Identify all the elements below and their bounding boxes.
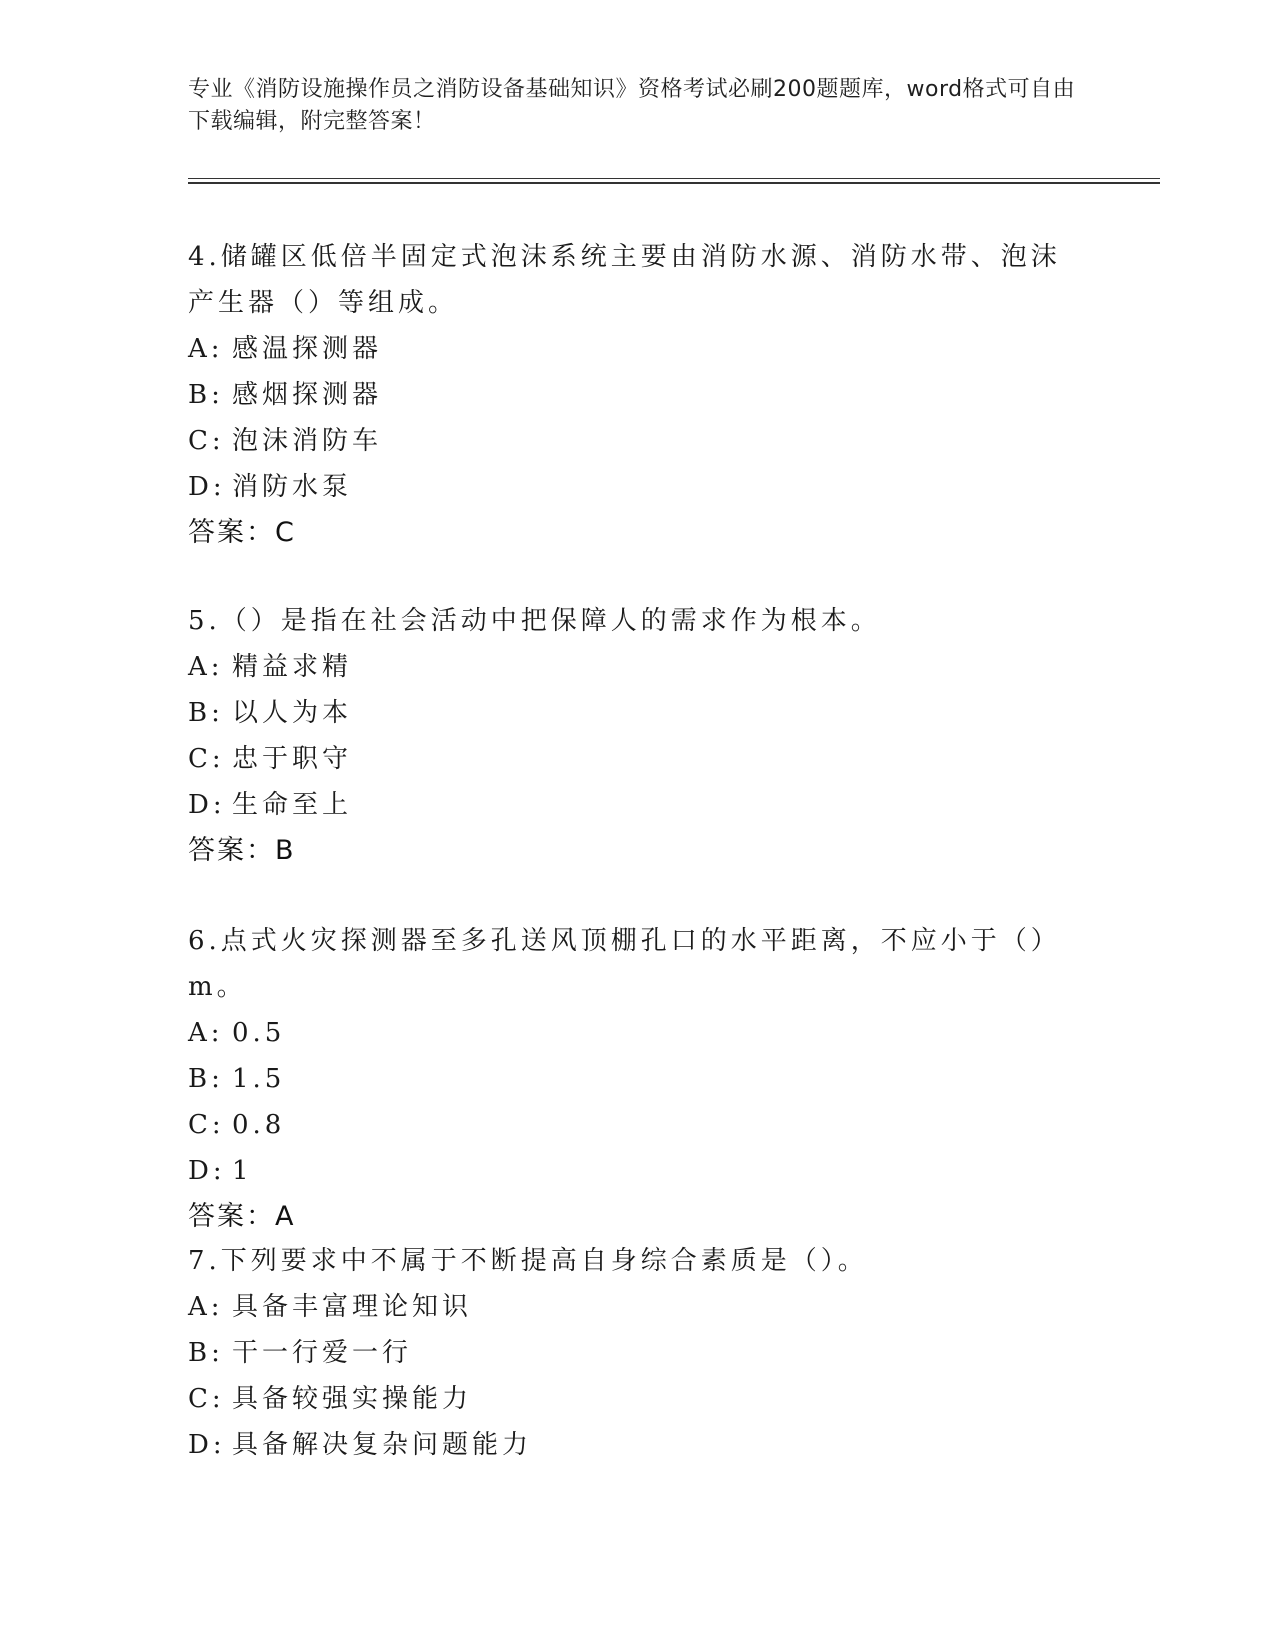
option-b — [188, 1056, 1088, 1102]
option-b — [188, 1330, 1088, 1376]
option-label: D: — [188, 790, 226, 820]
option-text: 具备丰富理论知识 — [232, 1292, 473, 1322]
question-stem: 6.点式火灾探测器至多孔送风顶棚孔口的水平距离，不应小于（）m。 — [188, 926, 1061, 1002]
header-divider-bottom — [188, 182, 1160, 184]
option-label: B: — [188, 380, 224, 410]
option-c — [188, 418, 1088, 464]
question-stem: 7.下列要求中不属于不断提高自身综合素质是（）。 — [188, 1246, 868, 1276]
option-b — [188, 372, 1088, 418]
option-label: C: — [188, 426, 225, 456]
option-label: B: — [188, 1338, 224, 1368]
option-label: B: — [188, 1064, 224, 1094]
option-d — [188, 464, 1088, 510]
option-label: C: — [188, 1384, 225, 1414]
option-text: 消防水泵 — [232, 472, 353, 502]
option-label: A: — [188, 1018, 224, 1048]
option-c — [188, 736, 1088, 782]
option-a — [188, 1284, 1088, 1330]
header-divider-top — [188, 178, 1160, 179]
option-d — [188, 1148, 1088, 1194]
answer-line: 答案：B — [188, 835, 296, 866]
question-stem: 4.储罐区低倍半固定式泡沫系统主要由消防水源、消防水带、泡沫产生器（）等组成。 — [188, 242, 1061, 318]
question-5 — [188, 598, 1088, 874]
option-text: 干一行爱一行 — [232, 1338, 413, 1368]
document-header: 专业《消防设施操作员之消防设备基础知识》资格考试必刷200题题库，word格式可自由下载编辑，附完整答案！ — [188, 77, 1076, 134]
option-label: B: — [188, 698, 224, 728]
question-stem: 5.（）是指在社会活动中把保障人的需求作为根本。 — [188, 606, 881, 636]
option-label: C: — [188, 744, 225, 774]
option-label: D: — [188, 1430, 226, 1460]
question-7 — [188, 1238, 1088, 1468]
option-text: 感烟探测器 — [232, 380, 383, 410]
option-d — [188, 1422, 1088, 1468]
answer-line: 答案：A — [188, 1201, 296, 1232]
option-text: 0.8 — [232, 1110, 286, 1140]
option-label: A: — [188, 652, 224, 682]
option-c — [188, 1376, 1088, 1422]
option-text: 生命至上 — [232, 790, 353, 820]
option-d — [188, 782, 1088, 828]
option-text: 具备解决复杂问题能力 — [232, 1430, 533, 1460]
option-label: A: — [188, 334, 224, 364]
option-text: 忠于职守 — [232, 744, 353, 774]
option-text: 精益求精 — [232, 652, 353, 682]
question-4 — [188, 234, 1088, 556]
option-label: D: — [188, 1156, 226, 1186]
option-a — [188, 644, 1088, 690]
option-a — [188, 1010, 1088, 1056]
option-label: D: — [188, 472, 226, 502]
answer-line: 答案：C — [188, 517, 296, 548]
option-text: 1.5 — [232, 1064, 286, 1094]
option-text: 感温探测器 — [232, 334, 383, 364]
option-text: 泡沫消防车 — [232, 426, 383, 456]
option-text: 具备较强实操能力 — [232, 1384, 473, 1414]
question-6 — [188, 918, 1088, 1240]
option-a — [188, 326, 1088, 372]
option-label: C: — [188, 1110, 225, 1140]
option-label: A: — [188, 1292, 224, 1322]
option-b — [188, 690, 1088, 736]
option-text: 1 — [232, 1156, 253, 1186]
option-c — [188, 1102, 1088, 1148]
option-text: 0.5 — [232, 1018, 286, 1048]
option-text: 以人为本 — [232, 698, 353, 728]
